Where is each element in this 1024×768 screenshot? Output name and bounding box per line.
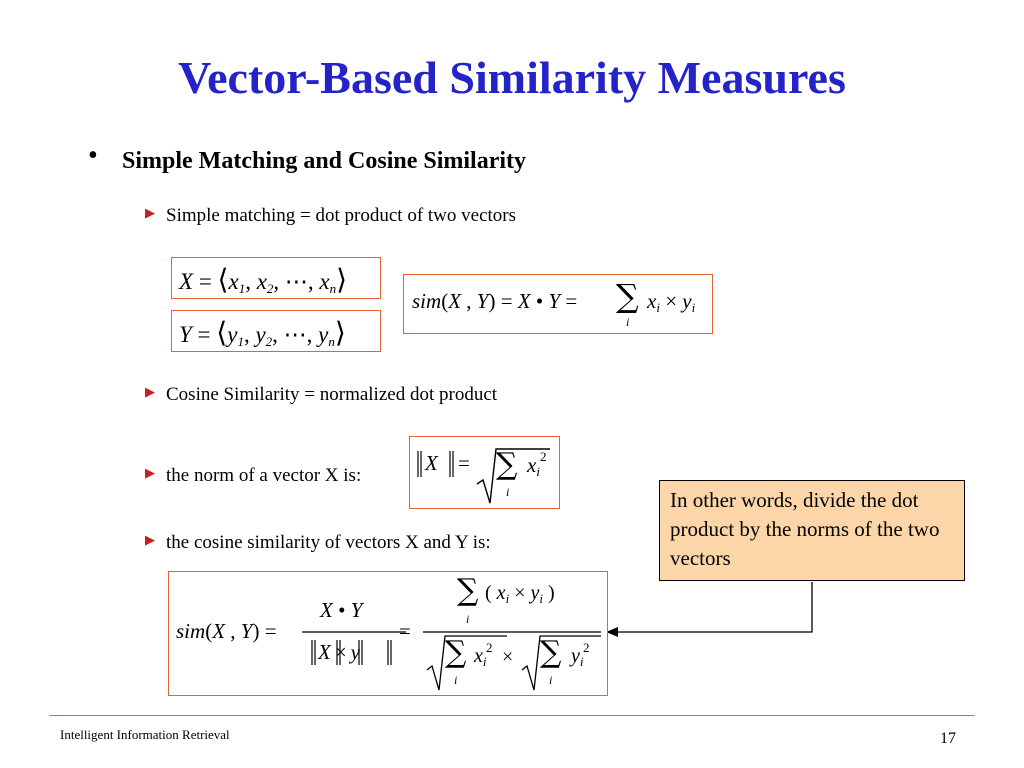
section-heading: Simple Matching and Cosine Similarity <box>122 148 527 174</box>
footer-course-name: Intelligent Information Retrieval <box>60 727 230 742</box>
page-number: 17 <box>940 730 956 747</box>
bullet-dot: • <box>88 140 98 171</box>
slide-title: Vector-Based Similarity Measures <box>178 52 846 103</box>
cosine-formula: sim(X , Y) = X • Y X × y = ∑ i ( $x_i \times y_i$ ) ∑ i $x_i$ 2 × ∑ i $y_i$ 2 <box>168 571 608 696</box>
arrow-bullet-icon: ▶ <box>145 384 155 399</box>
footer-divider <box>50 715 974 716</box>
subbullet-simple-matching: Simple matching = dot product of two vectors <box>166 205 517 226</box>
subbullet-cosine-xy: the cosine similarity of vectors X and Y is: <box>166 532 491 553</box>
dot-product-formula: sim(X , Y) = X • Y = ∑ i $x_i \times y_i$ <box>403 274 713 334</box>
x-vector-formula: $X = ⟨x_1$, $x_2$, ⋯, $x_n⟩$ <box>171 257 381 299</box>
connector-arrow <box>600 580 820 640</box>
arrow-bullet-icon: ▶ <box>145 205 155 220</box>
subbullet-cosine: Cosine Similarity = normalized dot product <box>166 384 498 405</box>
subbullet-norm: the norm of a vector X is: <box>166 465 362 486</box>
callout-note: In other words, divide the dot product by the norms of the two vectors <box>659 480 965 581</box>
norm-formula: X = ∑ i $x_i$ 2 <box>409 436 560 509</box>
y-vector-formula: $Y = ⟨y_1$, $y_2$, ⋯, $y_n⟩$ <box>171 310 381 352</box>
arrow-bullet-icon: ▶ <box>145 532 155 547</box>
arrow-bullet-icon: ▶ <box>145 465 155 480</box>
